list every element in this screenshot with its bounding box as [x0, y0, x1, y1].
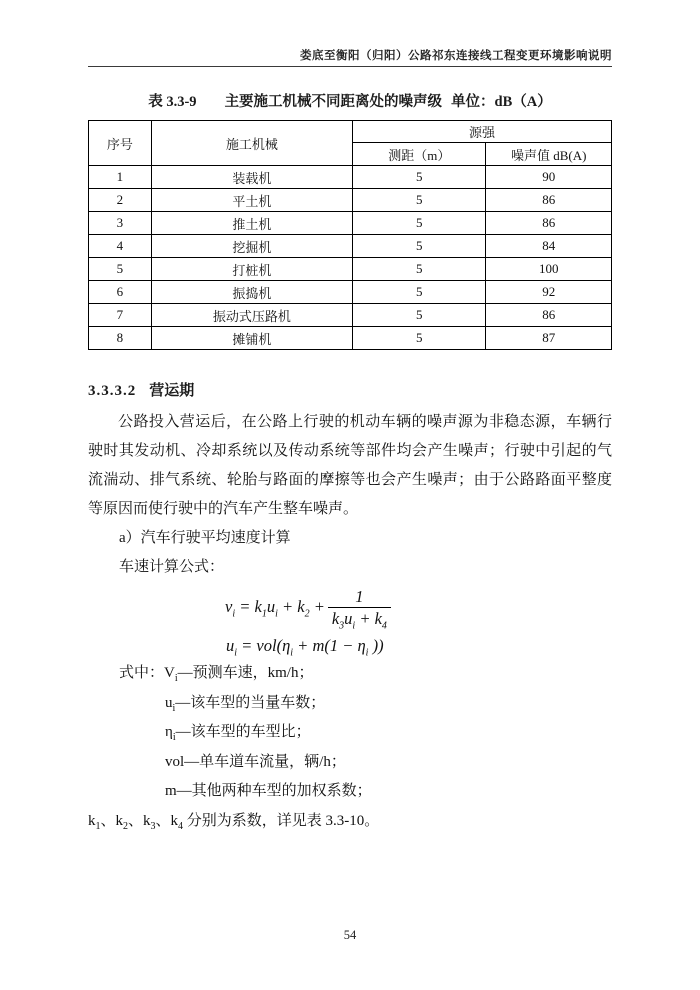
- table-caption-label: 表 3.3-9: [148, 94, 197, 110]
- cell-index: 8: [89, 327, 152, 350]
- cell-distance: 5: [353, 281, 486, 304]
- col-header-machine: 施工机械: [151, 121, 352, 166]
- definition-line: [88, 689, 612, 719]
- definition-text: —该车型的当量车数；: [175, 694, 326, 711]
- running-header-title: 娄底至衡阳（归阳）公路祁东连接线工程变更环境影响说明: [300, 50, 612, 62]
- cell-index: 7: [89, 304, 152, 327]
- cell-noise: 87: [486, 327, 612, 350]
- definition-line: [88, 659, 612, 689]
- col-header-distance: 测距（m）: [353, 143, 486, 166]
- formula-speed-lead: $v_i = k_1u_i + k_2$ +: [225, 597, 325, 620]
- table-row: [89, 212, 612, 235]
- cell-distance: 5: [353, 304, 486, 327]
- cell-distance: 5: [353, 258, 486, 281]
- fraction-numerator: 1: [355, 586, 364, 606]
- list-item-a: a）汽车行驶平均速度计算: [119, 530, 291, 546]
- coefficient-symbols: $k_1$、$k_2$、$k_3$、$k_4$: [88, 812, 184, 832]
- cell-machine: 振捣机: [151, 281, 352, 304]
- cell-index: 3: [89, 212, 152, 235]
- definitions-label: 式中：: [119, 665, 165, 681]
- col-header-index: 序号: [89, 121, 152, 166]
- definition-symbol: m: [165, 783, 177, 799]
- cell-machine: 打桩机: [151, 258, 352, 281]
- definition-line: [88, 718, 612, 748]
- cell-noise: 86: [486, 304, 612, 327]
- col-header-noise: 噪声值 dB(A): [486, 143, 612, 166]
- table-caption: [88, 90, 612, 111]
- cell-distance: 5: [353, 212, 486, 235]
- col-header-source: 源强: [353, 121, 612, 143]
- definition-symbol: $V_i$: [164, 665, 178, 684]
- formula-fraction: [328, 586, 391, 629]
- section-heading: [88, 379, 612, 400]
- table-header-row-1: [89, 121, 612, 143]
- cell-noise: 92: [486, 281, 612, 304]
- cell-index: 6: [89, 281, 152, 304]
- formula-volume-equation: $u_i = vol(\eta_i + m(1 - \eta_i$ )): [226, 636, 384, 659]
- definition-text: —其他两种车型的加权系数；: [176, 783, 372, 799]
- cell-distance: 5: [353, 235, 486, 258]
- cell-index: 1: [89, 166, 152, 189]
- symbol-definitions: [88, 659, 612, 836]
- section-title: 营运期: [149, 383, 195, 399]
- table-row: [89, 235, 612, 258]
- definition-text: —该车型的车型比；: [175, 724, 311, 740]
- table-row: [89, 189, 612, 212]
- cell-machine: 装载机: [151, 166, 352, 189]
- table-row: [89, 258, 612, 281]
- table-row: [89, 327, 612, 350]
- table-row: [89, 304, 612, 327]
- cell-noise: 90: [486, 166, 612, 189]
- cell-noise: 100: [486, 258, 612, 281]
- fraction-denominator: $k_3u_i + k_4$: [328, 607, 391, 629]
- definition-symbol: $\eta_i$: [165, 724, 176, 743]
- formula-speed-equation: [225, 582, 612, 632]
- table-caption-unit: 单位：dB（A）: [451, 94, 552, 110]
- cell-index: 5: [89, 258, 152, 281]
- noise-level-table: [88, 120, 612, 350]
- definition-line: [88, 777, 612, 807]
- page-content: [88, 0, 612, 836]
- definition-symbol: vol: [165, 753, 185, 770]
- cell-machine: 振动式压路机: [151, 304, 352, 327]
- section-number: 3.3.3.2: [88, 383, 137, 399]
- cell-noise: 86: [486, 189, 612, 212]
- page-number: 54: [343, 928, 357, 942]
- definition-symbol: $u_i$: [165, 694, 176, 714]
- cell-machine: 推土机: [151, 212, 352, 235]
- definition-footnote: [88, 807, 612, 837]
- cell-noise: 86: [486, 212, 612, 235]
- definition-line: [88, 748, 612, 778]
- table-row: [89, 281, 612, 304]
- definition-text: —单车道车流量，辆/h；: [184, 753, 346, 770]
- cell-machine: 摊铺机: [151, 327, 352, 350]
- coefficient-text: 分别为系数，详见表 3.3-10。: [186, 812, 380, 829]
- cell-noise: 84: [486, 235, 612, 258]
- cell-index: 4: [89, 235, 152, 258]
- cell-distance: 5: [353, 327, 486, 350]
- cell-distance: 5: [353, 166, 486, 189]
- table-row: [89, 166, 612, 189]
- formula-intro: 车速计算公式：: [119, 559, 225, 575]
- cell-machine: 挖掘机: [151, 235, 352, 258]
- running-header: [88, 0, 612, 67]
- table-caption-title: 主要施工机械不同距离处的噪声级: [224, 94, 443, 110]
- definition-text: —预测车速，km/h；: [177, 665, 314, 681]
- cell-distance: 5: [353, 189, 486, 212]
- cell-index: 2: [89, 189, 152, 212]
- body-paragraph: 公路投入营运后，在公路上行驶的机动车辆的噪声源为非稳态源，车辆行驶时其发动机、冷却系统以及传动系统等部件均会产生噪声；行驶中引起的气流湍动、排气系统、轮胎与路面的摩擦等也会产生噪声；由于公路路面平整度等原因而使行驶中的汽车产生整车噪声。: [88, 414, 612, 517]
- formula-block: [88, 582, 612, 659]
- cell-machine: 平土机: [151, 189, 352, 212]
